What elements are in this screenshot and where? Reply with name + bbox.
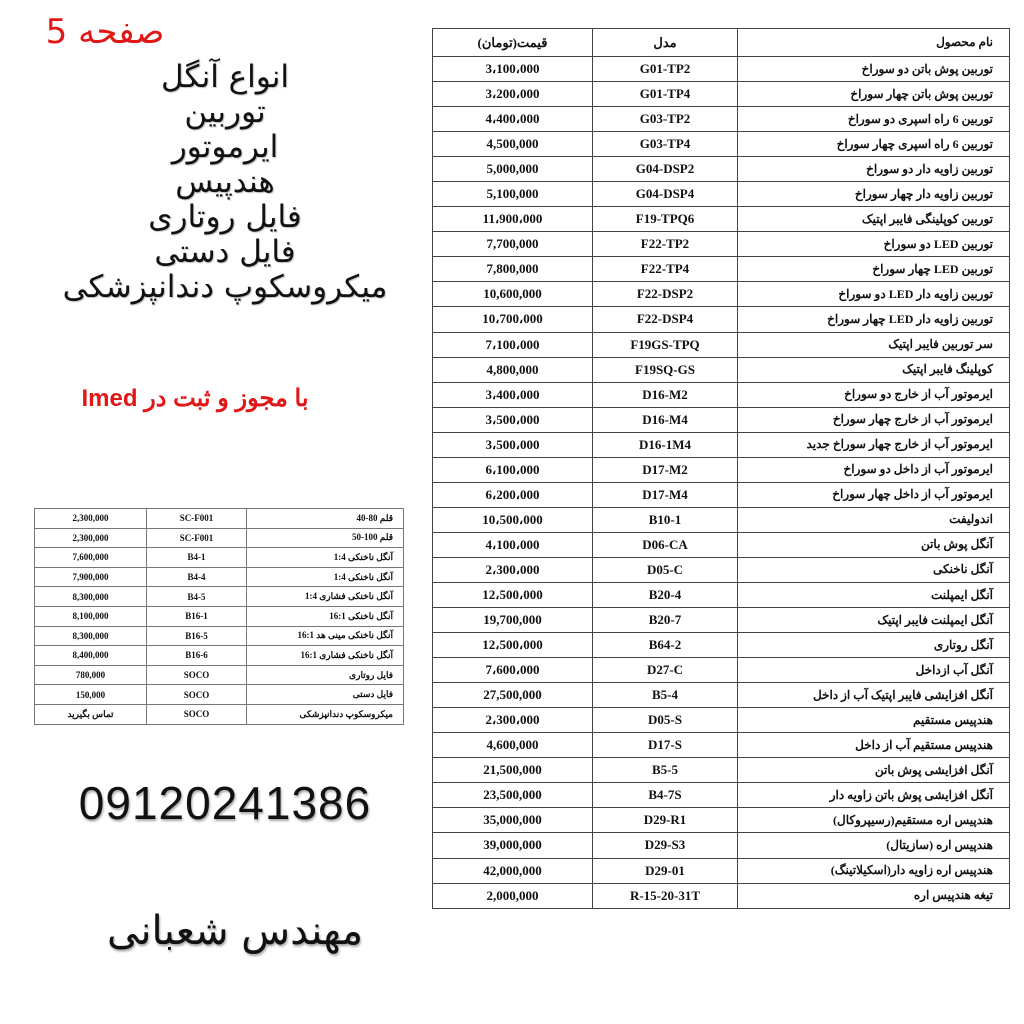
cell-price: 8,300,000 [35, 587, 147, 607]
cell-model: D16-M2 [593, 382, 738, 407]
cell-name: سر توربین فایبر اپتیک [738, 332, 1010, 357]
table-row [433, 282, 1010, 307]
cell-name: توربین کوپلینگی فایبر اپتیک [738, 207, 1010, 232]
table-row [35, 626, 404, 646]
cell-model: D29-01 [593, 858, 738, 883]
cell-model: G01-TP4 [593, 82, 738, 107]
cell-model: F22-TP2 [593, 232, 738, 257]
cell-model: F19SQ-GS [593, 357, 738, 382]
cell-name: آنگل ناخنکی 1:4 [247, 548, 404, 568]
table-row [433, 808, 1010, 833]
table-row [433, 432, 1010, 457]
cell-model: D17-S [593, 733, 738, 758]
cell-price: 39,000,000 [433, 833, 593, 858]
table-row [433, 307, 1010, 332]
cell-name: اندولیفت [738, 507, 1010, 532]
cell-name: ایرموتور آب از خارج چهار سوراخ جدید [738, 432, 1010, 457]
cell-name: میکروسکوپ دندانپزشکی [247, 704, 404, 724]
cell-price: 6،200،000 [433, 482, 593, 507]
cell-price: 150,000 [35, 685, 147, 705]
cell-price: 5,100,000 [433, 182, 593, 207]
cell-model: B10-1 [593, 507, 738, 532]
table-row [433, 357, 1010, 382]
cell-model: D06-CA [593, 532, 738, 557]
table-row [433, 582, 1010, 607]
table-row [433, 633, 1010, 658]
table-row [35, 587, 404, 607]
table-row [35, 528, 404, 548]
cell-model: G01-TP2 [593, 57, 738, 82]
table-row [35, 665, 404, 685]
table-row [433, 783, 1010, 808]
table-row [433, 182, 1010, 207]
cell-price: 2،300،000 [433, 708, 593, 733]
table-row [35, 567, 404, 587]
table-row [35, 509, 404, 529]
cell-price: 7،600،000 [433, 658, 593, 683]
cell-model: G04-DSP4 [593, 182, 738, 207]
cell-name: فایل روتاری [247, 665, 404, 685]
accessories-price-table [34, 508, 404, 725]
cell-model: B20-7 [593, 608, 738, 633]
cell-price: 42,000,000 [433, 858, 593, 883]
table-row [433, 883, 1010, 908]
category-item: میکروسکوپ دندانپزشکی [62, 269, 388, 305]
cell-model: SOCO [147, 665, 247, 685]
category-item: توربین [184, 94, 266, 130]
table-row [433, 107, 1010, 132]
cell-name: توربین زاویه دار LED چهار سوراخ [738, 307, 1010, 332]
cell-model: G04-DSP2 [593, 157, 738, 182]
table-row [433, 132, 1010, 157]
cell-price: 12،500،000 [433, 582, 593, 607]
cell-model: F22-DSP2 [593, 282, 738, 307]
cell-name: توربین 6 راه اسپری چهار سوراخ [738, 132, 1010, 157]
cell-model: B5-4 [593, 683, 738, 708]
cell-price: 4،400،000 [433, 107, 593, 132]
table-row [433, 683, 1010, 708]
cell-name: توربین زاویه دار دو سوراخ [738, 157, 1010, 182]
cell-price: 4،100،000 [433, 532, 593, 557]
cell-model: D29-S3 [593, 833, 738, 858]
table-row [433, 257, 1010, 282]
cell-price: 23,500,000 [433, 783, 593, 808]
table-row [433, 758, 1010, 783]
cell-price: 3،500،000 [433, 432, 593, 457]
cell-price: 8,100,000 [35, 606, 147, 626]
cell-name: آنگل آب ازداخل [738, 658, 1010, 683]
header-price: قیمت(تومان) [433, 29, 593, 57]
cell-name: کوپلینگ فایبر اپتیک [738, 357, 1010, 382]
cell-name: آنگل پوش باتن [738, 532, 1010, 557]
cell-name: ایرموتور آب از خارج چهار سوراخ [738, 407, 1010, 432]
cell-model: F22-TP4 [593, 257, 738, 282]
cell-model: R-15-20-31T [593, 883, 738, 908]
cell-name: آنگل روتاری [738, 633, 1010, 658]
table-row [433, 82, 1010, 107]
cell-price: 5,000,000 [433, 157, 593, 182]
table-row [35, 606, 404, 626]
cell-price: 2،300،000 [433, 557, 593, 582]
cell-model: D29-R1 [593, 808, 738, 833]
cell-price: 8,400,000 [35, 646, 147, 666]
cell-model: D16-1M4 [593, 432, 738, 457]
cell-price: 8,300,000 [35, 626, 147, 646]
cell-price: تماس بگیرید [35, 704, 147, 724]
table-row [433, 382, 1010, 407]
cell-name: توربین پوش باتن دو سوراخ [738, 57, 1010, 82]
cell-price: 10،700،000 [433, 307, 593, 332]
cell-model: B4-5 [147, 587, 247, 607]
cell-name: توربین پوش باتن چهار سوراخ [738, 82, 1010, 107]
cell-name: قلم 100-50 [247, 528, 404, 548]
cell-price: 7,700,000 [433, 232, 593, 257]
cell-price: 2,300,000 [35, 509, 147, 529]
cell-price: 3،100،000 [433, 57, 593, 82]
cell-price: 3،500،000 [433, 407, 593, 432]
cell-name: هندپیس مستقیم [738, 708, 1010, 733]
cell-model: D05-C [593, 557, 738, 582]
cell-name: هندپیس اره (سازیتال) [738, 833, 1010, 858]
cell-price: 10،500،000 [433, 507, 593, 532]
cell-name: آنگل ایمپلنت [738, 582, 1010, 607]
cell-price: 2,300,000 [35, 528, 147, 548]
cell-model: B5-5 [593, 758, 738, 783]
category-item: فایل روتاری [148, 199, 302, 235]
table-row [35, 646, 404, 666]
cell-price: 19,700,000 [433, 608, 593, 633]
cell-price: 780,000 [35, 665, 147, 685]
table-row [433, 232, 1010, 257]
cell-model: B20-4 [593, 582, 738, 607]
table-row [433, 457, 1010, 482]
cell-price: 7,800,000 [433, 257, 593, 282]
cell-name: قلم 80-40 [247, 509, 404, 529]
cell-name: تیغه هندپیس اره [738, 883, 1010, 908]
cell-price: 21,500,000 [433, 758, 593, 783]
cell-price: 2,000,000 [433, 883, 593, 908]
cell-model: D16-M4 [593, 407, 738, 432]
cell-model: D05-S [593, 708, 738, 733]
cell-name: توربین زاویه دار LED دو سوراخ [738, 282, 1010, 307]
table-row [433, 507, 1010, 532]
table-header-row [433, 29, 1010, 57]
cell-price: 6،100،000 [433, 457, 593, 482]
license-note: با مجوز و ثبت در Imed [81, 385, 309, 412]
cell-model: D17-M4 [593, 482, 738, 507]
cell-name: آنگل ناخنکی فشاری 16:1 [247, 646, 404, 666]
cell-price: 7,900,000 [35, 567, 147, 587]
handpiece-price-table [432, 28, 1010, 909]
table-row [433, 733, 1010, 758]
cell-name: آنگل ناخنکی 16:1 [247, 606, 404, 626]
table-row [35, 685, 404, 705]
cell-model: B64-2 [593, 633, 738, 658]
cell-price: 7،100،000 [433, 332, 593, 357]
table-row [433, 482, 1010, 507]
cell-model: G03-TP2 [593, 107, 738, 132]
table-row [433, 332, 1010, 357]
table-row [433, 608, 1010, 633]
cell-name: آنگل ناخنکی فشاری 1:4 [247, 587, 404, 607]
cell-name: آنگل افزایشی پوش باتن زاویه دار [738, 783, 1010, 808]
cell-model: B16-1 [147, 606, 247, 626]
cell-name: ایرموتور آب از داخل دو سوراخ [738, 457, 1010, 482]
category-item: فایل دستی [154, 234, 296, 270]
cell-price: 12،500،000 [433, 633, 593, 658]
table-row [433, 157, 1010, 182]
cell-name: ایرموتور آب از داخل چهار سوراخ [738, 482, 1010, 507]
table-row [433, 207, 1010, 232]
cell-model: SOCO [147, 685, 247, 705]
header-name: نام محصول [738, 29, 1010, 57]
category-list [30, 60, 420, 305]
cell-model: D17-M2 [593, 457, 738, 482]
category-item: انواع آنگل [160, 59, 290, 95]
cell-model: B4-7S [593, 783, 738, 808]
cell-name: آنگل افزایشی پوش باتن [738, 758, 1010, 783]
cell-model: B16-5 [147, 626, 247, 646]
category-item: هندپیس [175, 164, 275, 200]
cell-model: F19GS-TPQ [593, 332, 738, 357]
table-row [433, 858, 1010, 883]
cell-price: 4,500,000 [433, 132, 593, 157]
cell-price: 7,600,000 [35, 548, 147, 568]
cell-model: SC-F001 [147, 509, 247, 529]
cell-name: هندپیس اره مستقیم(رسیپروکال) [738, 808, 1010, 833]
cell-name: فایل دستی [247, 685, 404, 705]
cell-name: هندپیس مستقیم آب از داخل [738, 733, 1010, 758]
cell-price: 10,600,000 [433, 282, 593, 307]
cell-model: F19-TPQ6 [593, 207, 738, 232]
cell-name: هندپیس اره زاویه دار(اسکیلاتینگ) [738, 858, 1010, 883]
cell-name: آنگل ناخنکی مینی هد 16:1 [247, 626, 404, 646]
cell-price: 4,600,000 [433, 733, 593, 758]
cell-model: D27-C [593, 658, 738, 683]
cell-name: توربین زاویه دار چهار سوراخ [738, 182, 1010, 207]
cell-name: توربین LED دو سوراخ [738, 232, 1010, 257]
cell-price: 27,500,000 [433, 683, 593, 708]
table-row [433, 557, 1010, 582]
cell-price: 11،900،000 [433, 207, 593, 232]
category-item: ایرموتور [171, 129, 279, 165]
cell-model: B4-4 [147, 567, 247, 587]
cell-model: SC-F001 [147, 528, 247, 548]
cell-name: آنگل افزایشی فایبر اپتیک آب از داخل [738, 683, 1010, 708]
cell-price: 3،200،000 [433, 82, 593, 107]
cell-model: SOCO [147, 704, 247, 724]
table-row [35, 704, 404, 724]
table-row [433, 532, 1010, 557]
table-row [433, 57, 1010, 82]
cell-name: آنگل ناخنکی 1:4 [247, 567, 404, 587]
engineer-name: مهندس شعبانی [106, 908, 363, 954]
cell-price: 35,000,000 [433, 808, 593, 833]
cell-price: 3،400،000 [433, 382, 593, 407]
table-row [433, 708, 1010, 733]
header-model: مدل [593, 29, 738, 57]
table-row [35, 548, 404, 568]
table-row [433, 833, 1010, 858]
cell-model: F22-DSP4 [593, 307, 738, 332]
table-row [433, 658, 1010, 683]
cell-price: 4,800,000 [433, 357, 593, 382]
cell-name: آنگل ناخنکی [738, 557, 1010, 582]
table-row [433, 407, 1010, 432]
cell-name: توربین 6 راه اسپری دو سوراخ [738, 107, 1010, 132]
cell-model: B16-6 [147, 646, 247, 666]
cell-model: G03-TP4 [593, 132, 738, 157]
phone-number: 09120241386 [78, 777, 372, 829]
page-label: صفحه 5 [45, 12, 165, 52]
cell-model: B4-1 [147, 548, 247, 568]
cell-name: توربین LED چهار سوراخ [738, 257, 1010, 282]
cell-name: ایرموتور آب از خارج دو سوراخ [738, 382, 1010, 407]
cell-name: آنگل ایمپلنت فایبر اپتیک [738, 608, 1010, 633]
